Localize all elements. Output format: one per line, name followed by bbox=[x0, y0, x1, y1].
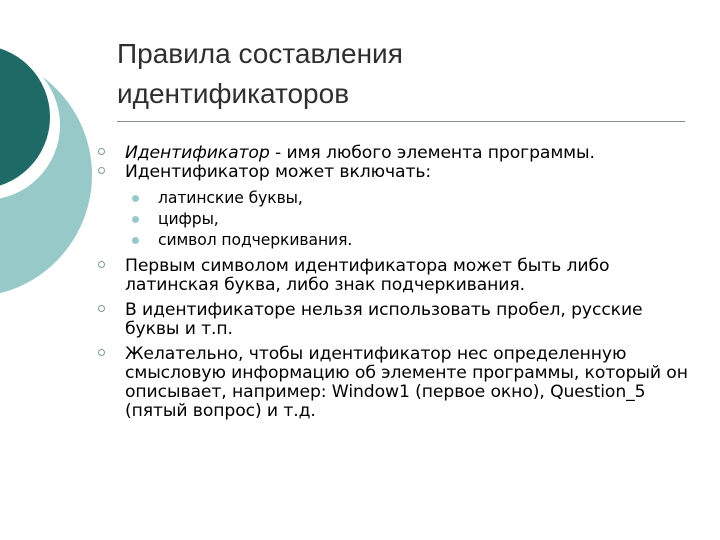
sub-bullet-list bbox=[98, 188, 698, 251]
dot-bullet-icon bbox=[132, 237, 139, 244]
circle-bullet-icon bbox=[98, 148, 105, 155]
bullet-item bbox=[98, 257, 698, 295]
sub-bullet-text: символ подчеркивания. bbox=[158, 231, 353, 249]
bullet-text: Желательно, чтобы идентификатор нес определенную смысловую информацию об элементе программы, который он описывает, например: Window1 (первое окно), Question_5 (пятый вопрос) и т.д. bbox=[125, 344, 688, 421]
bullet-text: В идентификаторе нельзя использовать пробел, русские буквы и т.п. bbox=[125, 300, 643, 339]
bullet-item bbox=[98, 301, 698, 339]
sub-bullet-item bbox=[98, 188, 698, 209]
bullet-item bbox=[98, 163, 698, 182]
circle-bullet-icon bbox=[98, 261, 105, 268]
circle-bullet-icon bbox=[98, 349, 105, 356]
sub-bullet-text: латинские буквы, bbox=[158, 189, 303, 207]
bullet-text: Первым символом идентификатора может быть либо латинская буква, либо знак подчеркивания. bbox=[125, 256, 610, 295]
sub-bullet-item bbox=[98, 230, 698, 251]
bullet-text: - имя любого элемента программы. bbox=[269, 143, 595, 163]
slide-title: Правила составления идентификаторов bbox=[117, 38, 403, 109]
slide-content bbox=[98, 144, 698, 421]
circle-bullet-icon bbox=[98, 167, 105, 174]
bullet-term: Идентификатор bbox=[125, 143, 270, 163]
bullet-item bbox=[98, 345, 698, 421]
dot-bullet-icon bbox=[132, 216, 139, 223]
dot-bullet-icon bbox=[132, 195, 139, 202]
bullet-item bbox=[98, 144, 698, 163]
title-divider bbox=[117, 121, 685, 122]
bullet-text: Идентификатор может включать: bbox=[125, 162, 432, 182]
sub-bullet-item bbox=[98, 209, 698, 230]
sub-bullet-text: цифры, bbox=[158, 210, 219, 228]
circle-bullet-icon bbox=[98, 305, 105, 312]
